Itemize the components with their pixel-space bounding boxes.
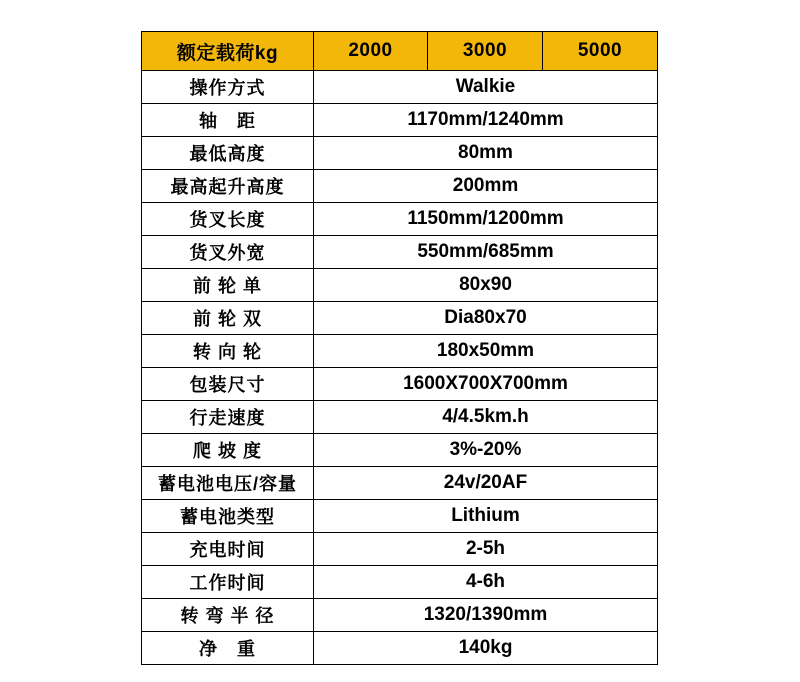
row-label: 蓄电池电压/容量 — [142, 467, 314, 500]
row-value: 24v/20AF — [314, 467, 658, 500]
specification-table — [141, 31, 658, 665]
table-row — [142, 269, 658, 302]
row-value: 3%-20% — [314, 434, 658, 467]
row-label: 净 重 — [142, 632, 314, 665]
row-value: Dia80x70 — [314, 302, 658, 335]
row-label: 工作时间 — [142, 566, 314, 599]
row-value: 80x90 — [314, 269, 658, 302]
table-row — [142, 170, 658, 203]
row-label: 蓄电池类型 — [142, 500, 314, 533]
header-capacity-3: 5000 — [543, 32, 658, 71]
header-rated-load: 额定载荷kg — [142, 32, 314, 71]
table-row — [142, 434, 658, 467]
row-label: 货叉长度 — [142, 203, 314, 236]
row-label: 转 向 轮 — [142, 335, 314, 368]
header-capacity-1: 2000 — [314, 32, 428, 71]
row-value: 1170mm/1240mm — [314, 104, 658, 137]
row-label: 轴 距 — [142, 104, 314, 137]
table-row — [142, 368, 658, 401]
row-label: 爬 坡 度 — [142, 434, 314, 467]
table-row — [142, 467, 658, 500]
table-row — [142, 236, 658, 269]
table-row — [142, 599, 658, 632]
row-value: 80mm — [314, 137, 658, 170]
row-value: 4-6h — [314, 566, 658, 599]
table-row — [142, 401, 658, 434]
row-label: 操作方式 — [142, 71, 314, 104]
row-value: 1600X700X700mm — [314, 368, 658, 401]
row-label: 前 轮 双 — [142, 302, 314, 335]
table-row — [142, 335, 658, 368]
row-value: 4/4.5km.h — [314, 401, 658, 434]
table-row — [142, 302, 658, 335]
table-row — [142, 203, 658, 236]
table-row — [142, 137, 658, 170]
row-label: 货叉外宽 — [142, 236, 314, 269]
row-value: 140kg — [314, 632, 658, 665]
table-header-row — [142, 32, 658, 71]
row-label: 最高起升高度 — [142, 170, 314, 203]
table-row — [142, 533, 658, 566]
row-value: Lithium — [314, 500, 658, 533]
table-row — [142, 71, 658, 104]
row-value: 1320/1390mm — [314, 599, 658, 632]
row-label: 转 弯 半 径 — [142, 599, 314, 632]
table-row — [142, 566, 658, 599]
row-value: Walkie — [314, 71, 658, 104]
row-label: 包装尺寸 — [142, 368, 314, 401]
row-label: 行走速度 — [142, 401, 314, 434]
row-value: 180x50mm — [314, 335, 658, 368]
table-row — [142, 500, 658, 533]
specification-table-container — [141, 31, 657, 665]
row-value: 550mm/685mm — [314, 236, 658, 269]
header-capacity-2: 3000 — [428, 32, 543, 71]
row-label: 最低高度 — [142, 137, 314, 170]
row-value: 1150mm/1200mm — [314, 203, 658, 236]
row-label: 前 轮 单 — [142, 269, 314, 302]
row-value: 200mm — [314, 170, 658, 203]
row-label: 充电时间 — [142, 533, 314, 566]
row-value: 2-5h — [314, 533, 658, 566]
table-row — [142, 632, 658, 665]
table-row — [142, 104, 658, 137]
